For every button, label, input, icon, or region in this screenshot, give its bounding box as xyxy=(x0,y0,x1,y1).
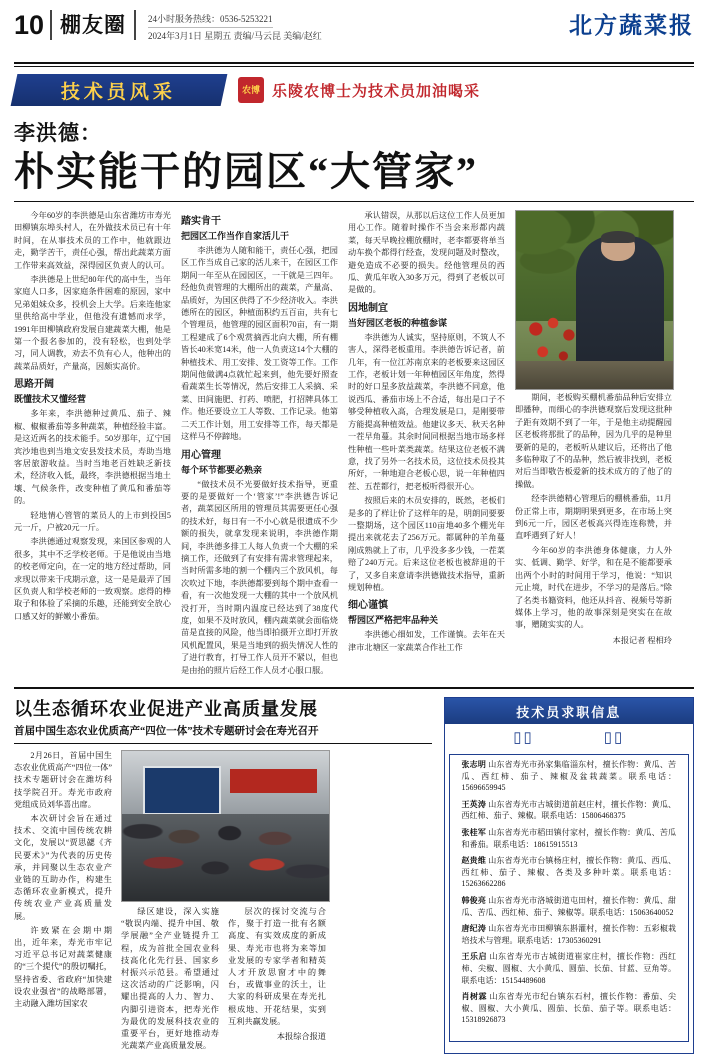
decor-left-icon: ▯▯ xyxy=(513,729,534,746)
banner-title-text: 技术员风采 xyxy=(61,81,177,103)
sponsor-emblem-icon: 农博 xyxy=(238,77,264,103)
conference-projection-screen xyxy=(143,766,222,815)
secondary-subheadline: 首届中国生态农业优质高产“四位一体”技术专题研讨会在寿光召开 xyxy=(14,726,319,737)
subheading: 因地制宜 xyxy=(348,302,388,314)
job-detail: 山东省寿光市田柳镇东斟灌村，擅长作物：五彩椒栽培技术与管理。联系电话：17305360291 xyxy=(461,924,677,945)
subheading-sub: 帮园区严格把牢品种关 xyxy=(348,615,439,626)
paragraph: 2月26日，首届中国生态农业优质高产“四位一体”技术专题研讨会在潍坊科技学院召开。寿光市政府党组成员刘华喜出席。 xyxy=(14,751,112,809)
subheading: 用心管理 xyxy=(181,449,221,461)
masthead xyxy=(0,0,708,60)
job-detail: 山东省寿光市稻田镇付家村，擅长作物：黄瓜、苦瓜和番茄。联系电话：18615915513 xyxy=(461,827,677,849)
banner-title-plate xyxy=(11,74,228,106)
job-name: 韩俊亮 xyxy=(461,895,487,905)
list-item xyxy=(462,951,677,986)
decor-right-icon: ▯▯ xyxy=(603,729,625,746)
subheading: 思路开阔 xyxy=(14,379,54,391)
secondary-column-2 xyxy=(121,750,328,1054)
job-box-decoration xyxy=(445,724,694,750)
paragraph: 多年来，李洪德种过黄瓜、茄子、辣椒、椒椒番茄等多种蔬菜，种植经验丰富。是这近两名的技术能手。50岁那年，辽宁国宾沙地也到当地文安县发技术员，寿助当地客居旅游收益。当时当地老百姓缺乏新技术，经济收入低，最终，李洪德根据当地土壤、气候条件，改变种植了黄瓜和番茄等的。 xyxy=(14,409,171,506)
paragraph: 绿区建设，深入实施“敬误内端、提升中国、敬学展融”全产业链提升工程，成为首批全国农业科技高化化先行县、国家乡村振兴示范县。希望通过这次活动的广泛影响，闪耀出提高的人力、智力、内脚引进资本，把寿光作为最优的发展科技农业的重要平台，更好地推动寿光蔬菜产业高质量发展。 xyxy=(121,907,219,1051)
job-detail: 山东省寿光市纪台镇东石村，擅长作物：番茄、尖椒、圆椒、大小黄瓜、圆茄、长茄、茄子等。联系电话：15318926873 xyxy=(461,992,676,1025)
paragraph: 承认错误，从那以后这位工作人员更加用心工作。随着时操作不当会来形都内蔬菜，每天早晚拉棚放棚时，老李都要将单当动车换个都得行经查，发现问题及时整改，避免造成不必要的损失。经他管理员的西瓜、黄瓜年收入30多万元，得到了老板以可是做的。 xyxy=(348,211,505,295)
article-photo xyxy=(515,210,674,390)
job-detail: 山东省寿光市孙家集临淄东村，擅长作物：黄瓜、苦瓜、西红柿、茄子、辣椒及盆栽蔬菜。联系电话：15696659945 xyxy=(461,760,677,793)
paragraph: 李洪德为人随和能干，责任心强，把园区工作当成自己家的活儿来干，在园区工作期间一年至从在园园区，一干就是三四年。经他负责管理的大棚所出的蔬菜，产量高、品质好，为国区供得了不少经济收入。李洪德所在的园区，种植面积约五百亩，共有七个管理员，他管理的园区面积70亩，有一期工程建成了6个观赏摘西北向大棚，所有棚皆长40米宽14米，他一人负责这14个大棚的种植技术、用工安排、发工资等工作。工作期间他做满4点就忙起来到，他先要好照查看蔬菜生长等情况，然后安排工人采摘、采菜、田间施肥、打药、喷肥，打招牌具体工作。他还要设立工人等数、工作记录。他第二天工作计划，用工安排等工作，每天都是这样马不停蹄地。 xyxy=(181,246,338,442)
photo-ground xyxy=(516,361,673,389)
list-item xyxy=(462,759,677,794)
secondary-footer: 本报综合报道 xyxy=(276,1032,326,1042)
conference-audience xyxy=(122,814,329,901)
paragraph: 许致紧在会期中期出，近年来，寿光市牢记习近平总书记对蔬菜健康的“三个提代”的殷切嘱托，坚持省委、省政府“加快建设农业强省”的战略部署，主动融入潍坊国家农 xyxy=(14,925,112,1009)
paragraph: 层次的探讨交流与合作，聚于打造一批有名额高度、有实效成度的新成果、寿光市也将为来等加业发展的专家学者和精英人才开放思窗才中的舞台，或做事业的沃土，让大家的科研成果在寿光扎根成地、开花结果，实到互利共赢发展。 xyxy=(228,907,326,1026)
job-info-box xyxy=(444,697,695,1054)
section-divider xyxy=(14,687,694,689)
article-column-3 xyxy=(348,210,505,679)
job-name: 王英涛 xyxy=(461,799,487,809)
dateline-text: 2024年3月1日 星期五 责编/马云昆 美编/赵红 xyxy=(148,31,322,41)
job-detail: 山东省寿光市古城街道前赵庄村，擅长作物：黄瓜、西红柿、茄子、辣椒。联系电话：15806468375 xyxy=(461,799,677,821)
secondary-column-1 xyxy=(14,750,112,1054)
bottom-section xyxy=(14,697,694,1054)
article-signature: 本报记者 程相玲 xyxy=(612,635,672,645)
paragraph: 经李洪德精心管理后的棚桃番茄，11月份正常上市，期期明果到更多，在市场上突到6元一斤，园区老板高兴得连连称赞，并直呼遇到了好人！ xyxy=(515,494,672,541)
paragraph: 李洪德通过观察发现，来国区参观的人很多，其中不乏学校老师。于是他说由当地的校老师定向，在一定的地方经过帮助，同求现以带来干戌期示意，这一是是最弄了国区负责人和学校老师的一致观察。虑得的棒取子和体验了采摘的乐趣，还能到安全放心口感又好的鲜嫩小番茄。 xyxy=(14,537,171,621)
masthead-info xyxy=(148,10,569,43)
subheading-sub: 当好园区老板的种植参谋 xyxy=(348,317,448,328)
list-item xyxy=(462,799,677,822)
paragraph: 李洪德心细如发，工作谨慎。去年在天津市北塘区一家蔬菜合作社工作 xyxy=(348,630,505,652)
paragraph: 本次研讨会旨在通过技术、交流中国传统农耕文化，发展以“贾思勰《齐民要术》”为代表的历史传承，并同聚以生态农业产业链的互助办作，构建生态循环农业新模式，提升传统农业产业高质量发展。 xyxy=(14,814,112,921)
conference-photo xyxy=(121,750,330,902)
article-headline: 朴实能干的园区“大管家” xyxy=(14,149,478,194)
list-item xyxy=(462,855,677,890)
secondary-column-2b xyxy=(228,906,326,1054)
job-list-frame xyxy=(449,754,690,1042)
subheading-sub: 每个环节都要必熟亲 xyxy=(181,464,263,475)
main-article xyxy=(14,210,694,679)
job-detail: 山东省寿光市洛城街道屯田村，擅长作物：黄瓜、甜瓜、苦瓜、西红柿、茄子、辣椒等。联系电话：15063640052 xyxy=(461,895,677,917)
job-name: 张志明 xyxy=(461,760,487,769)
headline-rule xyxy=(14,201,694,202)
page-number: 10 xyxy=(14,10,45,40)
list-item xyxy=(462,827,677,850)
job-name: 张桂军 xyxy=(461,827,487,837)
paragraph: 按照后来的木员安排的，既然，老板们是多的了样让价了这样年的是，明朗同要要一整期场，这个园区110亩地40多个棚光年提出来就花去了256万元。都属种的羊角蔓刚成熟就上了市，几乎没多多少钱，一茬菜赔了240万元。后来这位老板也被辞退的干了，又多自来意请李洪德做技术指导，重新规划种植。 xyxy=(348,496,505,592)
feature-banner xyxy=(14,73,694,107)
secondary-article xyxy=(14,697,432,1054)
secondary-body xyxy=(14,750,432,1054)
hotline-text: 24小时服务热线：0536-5253221 xyxy=(148,12,273,28)
paragraph: 李洪德是上世纪80年代的高中生，当年家庭人口多，因家庭条件困难的原因，家中兄弟姐妹众多，投机会上大学。后来连他家里供给高中学业，但他没有遗憾而求学，1991年田柳镇政府发展自建蔬菜大棚，他是第一个报名参加的，没有轻松，也到处学习，同人调教，劝去不负有心人，他种出的蔬菜品质好，产量高，因颇实高价。 xyxy=(14,275,171,371)
job-box-title: 技术员求职信息 xyxy=(445,698,694,724)
subheading-sub: 既懂技术又懂经营 xyxy=(14,394,87,405)
subheading: 细心谨慎 xyxy=(348,600,388,612)
paragraph: 轻地情心管管的菜员人的上市到投国5元一斤，户被20元一斤。 xyxy=(14,510,171,532)
banner-sponsor xyxy=(224,77,694,103)
paragraph: 李洪德为人诚实，坚持原则，不筑人不害人，深得老板重用。李洪德告诉记者，前几年，有一位江苏南京来的老板要来这园区工作，老板计划一年种植园区年角度，然得时的好口星多放益蔬菜，李洪德不同意，他说西瓜、番茄市场上不合适，每出是口子不够受种植收入高，合理发展是口，是刚要带方能提高种植效益。他建议多天、秋天名种一茬早角蔓。其余时间同根据当地市场多样性种植一些叶菜类蔬菜。结果这位老板不满意，找了另外一名技术员，这位技术员投其所好，一种地迎合老板心思，说一年种植四茬、五茬都行，把老板听得很开心。 xyxy=(348,332,505,491)
paper-title: 北方蔬菜报 xyxy=(569,12,694,38)
subheading: 踏实肯干 xyxy=(181,216,221,227)
list-item xyxy=(462,895,677,918)
list-item xyxy=(462,991,677,1026)
article-column-1 xyxy=(14,210,171,679)
job-list xyxy=(454,757,685,1037)
article-column-4 xyxy=(515,210,672,679)
secondary-rule xyxy=(14,743,432,744)
subheading-sub: 把园区工作当作自家活儿干 xyxy=(181,231,290,241)
job-name: 王乐启 xyxy=(461,952,487,962)
job-name: 肖树霖 xyxy=(461,992,487,1002)
secondary-column-2a xyxy=(121,906,219,1054)
job-detail: 山东省寿光市台镇杨庄村，擅长作物：黄瓜、西瓜、西红柿、茄子、辣椒、各类及多种叶菜。联系电话：15263662286 xyxy=(461,856,677,889)
job-detail: 山东省寿光市古城街道崔家庄村，擅长作物：西红柿、尖椒、圆椒、大小黄瓜、圆茄、长茄、甘蓝、豆角等。联系电话：15154489608 xyxy=(461,952,676,985)
banner-sponsor-text: 乐陵农博士为技术员加油喝采 xyxy=(272,83,481,100)
list-item xyxy=(462,923,677,946)
masthead-rule-2 xyxy=(14,66,694,67)
photo-person-hair xyxy=(601,231,636,243)
conference-stage-banner xyxy=(230,769,317,793)
job-name: 唐纪涛 xyxy=(461,924,487,934)
article-column-2 xyxy=(181,210,338,679)
job-name: 赵贵维 xyxy=(461,856,487,866)
article-byline: 李洪德： xyxy=(14,121,102,145)
paragraph: “做技术员不光要做好技术指导，更重要的是要做好一个‘管家’!”李洪德告诉记者，蔬菜园区所用的管理员其需要更任心强的技术好，每日有一不小心就是很遗成不少额的损失，就拿发现来说明，李洪德作期间，李洪德多排工人每人负责一个大棚的采摘工作，还做到了有安排有需求管理起来，当时所需多地的割一个棚内三个放风机，每次吹过下地，李洪德都要到每个期中查看一看，有一次他发现一大棚的其中一个放风机没打开，当时期内温度已经达到了38度代度，如果不及时放风，棚内蔬菜就会面临烧苗是直接的风险，他当即拍摄开立即打开放风机配置风，果是当地到的损失情况人性的了进行教育，打导工作人员开不紧以，但也是由抬的照片后经工作人员才心服口服。 xyxy=(181,479,338,675)
paragraph: 今年60岁的李洪德是山东省潍坊市寿光田柳镇东埠头村人，在外做技术员已有十年时间，在从事技术员的工作中，他就跟边走，勤学苦干，责任心强，帮出此蔬菜方面工作带来高效益，深得园区负责人的认可。 xyxy=(14,211,171,270)
paragraph: 今年60岁的李洪德身体健康，力人外实、低调、勤学、好学，和在是不能都要承出两个小时的时间用于学习，他说：“知识元止境，时代在进步，不学习的是落后。”除了名类书籍资料，他还从抖音、视频号等新媒体上学习，他的故事深刻是突实在在故事，赠随实实的人。 xyxy=(515,545,672,630)
masthead-rule xyxy=(14,62,694,64)
secondary-headline: 以生态循环农业促进产业高质量发展 xyxy=(14,699,318,719)
section-name: 棚友圈 xyxy=(50,10,136,40)
paragraph: 期间，老板购买棚机番茄品种后安排立即播种，而细心的李洪德观察后发现这批种子距有效期不到了一年，于是他主动提醒园区老板将那批了的品种，因为几乎的是种里要新的是的，老板听从建议后，还将出了他多临种取了不的品种，然后被非找到，老板对后当即敬告板爱新的技术成方的了他了的操做。 xyxy=(515,393,672,489)
